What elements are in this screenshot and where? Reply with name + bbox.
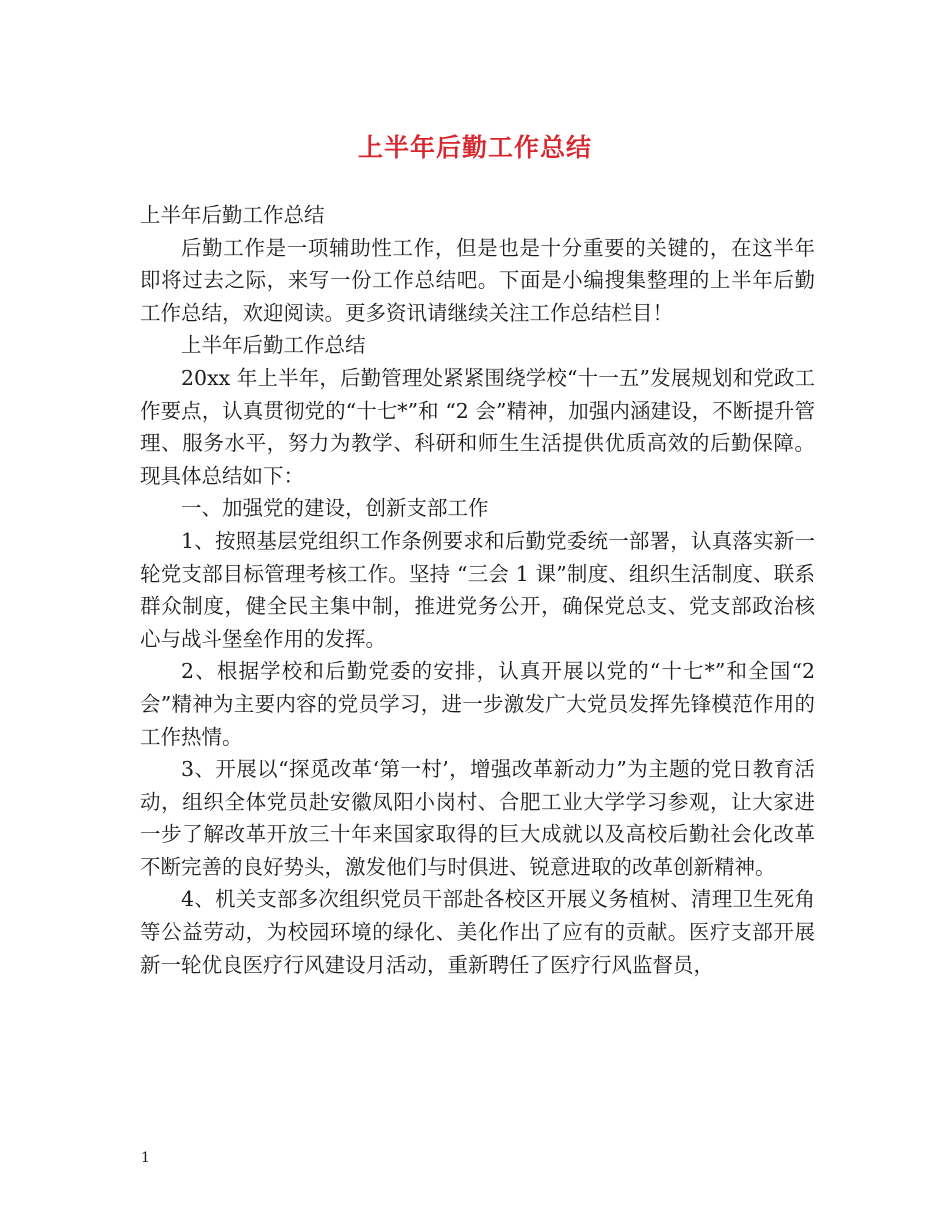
document-title: 上半年后勤工作总结 [357,133,592,162]
paragraph: 20xx 年上半年，后勤管理处紧紧围绕学校“十一五”发展规划和党政工作要点，认真贯彻党的“十七*”和 “2 会”精神，加强内涵建设，不断提升管理、服务水平，努力为教学、科研和师生生活提供优质高效的后勤保障。现具体总结如下： [140,365,815,488]
paragraph: 后勤工作是一项辅助性工作，但是也是十分重要的关键的，在这半年即将过去之际，来写一份工作总结吧。下面是小编搜集整理的上半年后勤工作总结，欢迎阅读。更多资讯请继续关注工作总结栏目！ [140,235,815,325]
paragraph: 上半年后勤工作总结 [140,203,325,227]
paragraph: 4、机关支部多次组织党员干部赴各校区开展义务植树、清理卫生死角等公益劳动，为校园环境的绿化、美化作出了应有的贡献。医疗支部开展新一轮优良医疗行风建设月活动，重新聘任了医疗行风监督员， [140,887,815,977]
section-heading: 一、加强党的建设，创新支部工作 [181,496,489,521]
paragraph: 3、开展以“探觅改革‘第一村’，增强改革新动力”为主题的党日教育活动，组织全体党员赴安徽凤阳小岗村、合肥工业大学学习参观，让大家进一步了解改革开放三十年来国家取得的巨大成就以及高校后勤社会化改革不断完善的良好势头，激发他们与时俱进、锐意进取的改革创新精神。 [140,757,815,879]
document-body [140,199,815,981]
paragraph: 1、按照基层党组织工作条例要求和后勤党委统一部署，认真落实新一轮党支部目标管理考核工作。坚持 “三会 1 课”制度、组织生活制度、联系群众制度，健全民主集中制，推进党务公开，确保党总支、党支部政治核心与战斗堡垒作用的发挥。 [140,528,815,651]
paragraph: 上半年后勤工作总结 [181,333,366,358]
paragraph: 2、根据学校和后勤党委的安排，认真开展以党的“十七*”和全国“2 会”精神为主要内容的党员学习，进一步激发广大党员发挥先锋模范作用的工作热情。 [140,659,815,749]
page-number: 1 [141,1150,150,1166]
